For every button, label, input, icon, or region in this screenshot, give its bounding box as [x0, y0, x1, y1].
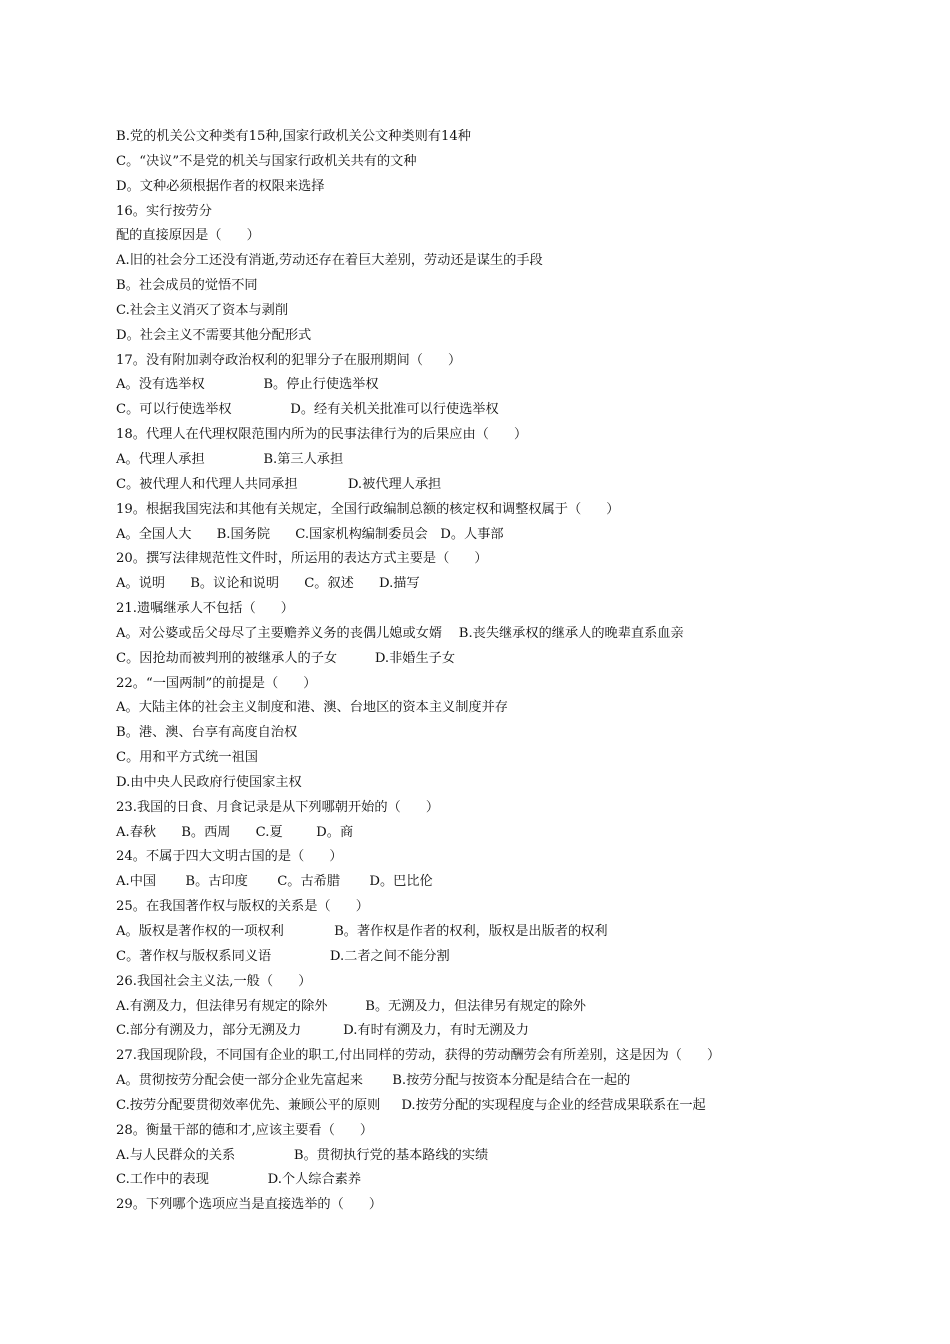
text-line: C。“决议”不是党的机关与国家行政机关共有的文种	[116, 153, 417, 169]
option-line: D。社会主义不需要其他分配形式	[116, 327, 312, 343]
text-line: B.党的机关公文种类有15种,国家行政机关公文种类则有14种	[116, 129, 471, 144]
option-line: A。说明 B。议论和说明 C。叙述 D.描写	[116, 576, 420, 592]
option-line: C.按劳分配要贯彻效率优先、兼顾公平的原则 D.按劳分配的实现程度与企业的经营成果联系在一起	[116, 1097, 706, 1113]
option-line: C。著作权与版权系同义语 D.二者之间不能分割	[116, 948, 450, 964]
question-29-stem: 29。下列哪个选项应当是直接选举的（ ）	[116, 1197, 383, 1213]
question-28-stem: 28。衡量干部的德和才,应该主要看（ ）	[116, 1122, 374, 1138]
question-26-stem: 26.我国社会主义法,一般（ ）	[116, 973, 312, 989]
option-line: A。贯彻按劳分配会使一部分企业先富起来 B.按劳分配与按资本分配是结合在一起的	[116, 1073, 631, 1089]
option-line: A.与人民群众的关系 B。贯彻执行党的基本路线的实绩	[116, 1147, 489, 1163]
question-16-stem-cont: 配的直接原因是（ ）	[116, 228, 260, 244]
option-line: B。港、澳、台享有高度自治权	[116, 725, 298, 741]
option-line: A.有溯及力，但法律另有规定的除外 B。无溯及力，但法律另有规定的除外	[116, 998, 586, 1014]
option-line: C。因抢劫而被判刑的被继承人的子女 D.非婚生子女	[116, 650, 456, 666]
option-line: C.社会主义消灭了资本与剥削	[116, 302, 289, 318]
question-21-stem: 21.遗嘱继承人不包括（ ）	[116, 601, 294, 617]
document-body	[116, 125, 836, 1218]
question-16-stem: 16。实行按劳分	[116, 203, 212, 219]
question-25-stem: 25。在我国著作权与版权的关系是（ ）	[116, 899, 369, 915]
option-line: A。全国人大 B.国务院 C.国家机构编制委员会 D。人事部	[116, 526, 504, 542]
option-line: C。可以行使选举权 D。经有关机关批准可以行使选举权	[116, 402, 499, 418]
question-20-stem: 20。撰写法律规范性文件时，所运用的表达方式主要是（ ）	[116, 551, 488, 567]
option-line: A。对公婆或岳父母尽了主要赡养义务的丧偶儿媳或女婿 B.丧失继承权的继承人的晚辈直系血亲	[116, 625, 684, 641]
text-line: D。文种必须根据作者的权限来选择	[116, 178, 325, 194]
question-24-stem: 24。不属于四大文明古国的是（ ）	[116, 849, 343, 865]
option-line: C。被代理人和代理人共同承担 D.被代理人承担	[116, 476, 442, 492]
option-line: A.旧的社会分工还没有消逝,劳动还存在着巨大差别，劳动还是谋生的手段	[116, 253, 543, 269]
question-18-stem: 18。代理人在代理权限范围内所为的民事法律行为的后果应由（ ）	[116, 427, 528, 443]
option-line: A。代理人承担 B.第三人承担	[116, 451, 344, 467]
option-line: C.工作中的表现 D.个人综合素养	[116, 1172, 362, 1188]
option-line: A。大陆主体的社会主义制度和港、澳、台地区的资本主义制度并存	[116, 700, 508, 716]
option-line: A.春秋 B。西周 C.夏 D。商	[116, 824, 354, 840]
question-27-stem: 27.我国现阶段，不同国有企业的职工,付出同样的劳动，获得的劳动酬劳会有所差别，这是因为（ ）	[116, 1048, 721, 1064]
question-17-stem: 17。没有附加剥夺政治权利的犯罪分子在服刑期间（ ）	[116, 352, 462, 368]
question-22-stem: 22。“一国两制”的前提是（ ）	[116, 675, 317, 691]
option-line: C.部分有溯及力，部分无溯及力 D.有时有溯及力，有时无溯及力	[116, 1023, 529, 1039]
option-line: D.由中央人民政府行使国家主权	[116, 774, 302, 790]
option-line: C。用和平方式统一祖国	[116, 750, 258, 766]
option-line: A。版权是著作权的一项权利 B。著作权是作者的权利，版权是出版者的权利	[116, 924, 608, 939]
question-19-stem: 19。根据我国宪法和其他有关规定，全国行政编制总额的核定权和调整权属于（ ）	[116, 501, 620, 517]
question-23-stem: 23.我国的日食、月食记录是从下列哪朝开始的（ ）	[116, 799, 440, 815]
option-line: A。没有选举权 B。停止行使选举权	[116, 377, 379, 393]
option-line: B。社会成员的觉悟不同	[116, 278, 258, 294]
option-line: A.中国 B。古印度 C。古希腊 D。巴比伦	[116, 874, 433, 890]
